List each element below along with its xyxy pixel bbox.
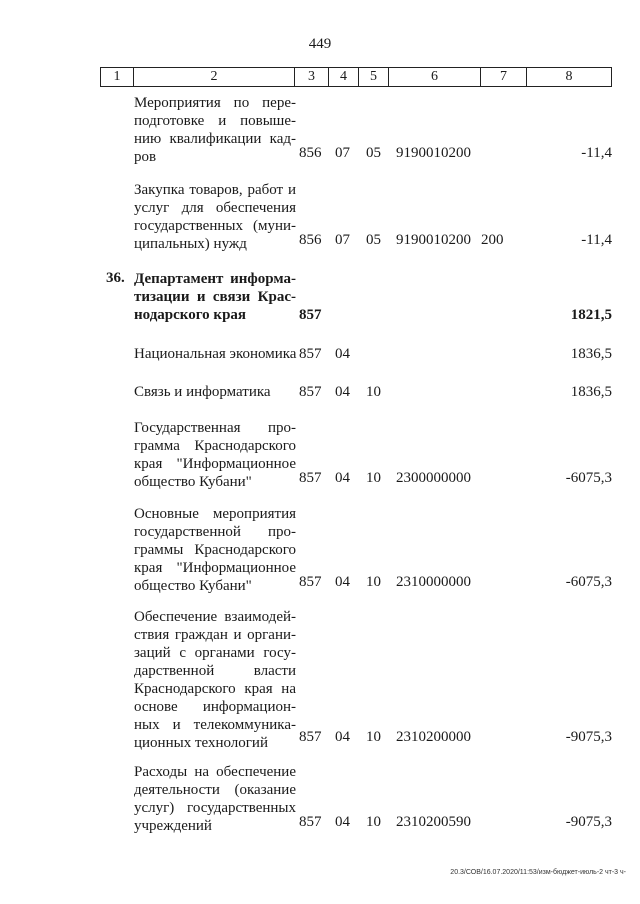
- table-row: [100, 505, 612, 594]
- header-col-3: 3: [295, 68, 329, 86]
- header-col-5: 5: [359, 68, 389, 86]
- cell-section: 04: [335, 346, 350, 362]
- cell-section: 04: [335, 574, 350, 590]
- cell-ministry-code: 857: [299, 346, 322, 362]
- table-row-department: [100, 270, 612, 324]
- cell-target-article: 2300000000: [396, 470, 471, 486]
- cell-amount: -9075,3: [565, 814, 612, 830]
- table-row: [100, 608, 612, 751]
- cell-expense-type: 200: [481, 232, 504, 248]
- header-col-6: 6: [389, 68, 481, 86]
- cell-ministry-code: 857: [299, 307, 322, 323]
- row-name: Департамент информа-тизации и связи Крас-нодарского края: [134, 271, 296, 323]
- cell-amount: 1821,5: [570, 307, 612, 323]
- cell-ministry-code: 856: [299, 232, 322, 248]
- cell-section: 07: [335, 145, 350, 161]
- row-number: 36.: [106, 270, 125, 286]
- cell-subsection: 10: [366, 729, 381, 745]
- cell-amount: 1836,5: [570, 346, 612, 362]
- cell-target-article: 2310200590: [396, 814, 471, 830]
- cell-subsection: 10: [366, 384, 381, 400]
- table-row: [100, 763, 612, 834]
- row-name: Связь и информатика: [134, 384, 271, 400]
- cell-amount: -11,4: [581, 232, 612, 248]
- table-row: [100, 419, 612, 490]
- cell-section: 07: [335, 232, 350, 248]
- cell-subsection: 10: [366, 470, 381, 486]
- cell-subsection: 05: [366, 232, 381, 248]
- cell-ministry-code: 857: [299, 574, 322, 590]
- row-name: Обеспечение взаимодей-ствия граждан и органи-заций с органами госу-дарственной власти Краснодарского края на основе информацион-ных и телекоммуника-ционных технологий: [134, 609, 296, 751]
- header-col-7: 7: [481, 68, 527, 86]
- document-footer: 20.3/СОВ/16.07.2020/11:53/изм-бюджет-июль-2 чт-3 ч-: [450, 869, 626, 876]
- cell-amount: -9075,3: [565, 729, 612, 745]
- table-row: [100, 383, 612, 401]
- row-name: Мероприятия по пере-подготовке и повыше-нию квалификации кад-ров: [134, 95, 296, 165]
- cell-amount: -6075,3: [565, 470, 612, 486]
- header-col-4: 4: [329, 68, 359, 86]
- cell-section: 04: [335, 729, 350, 745]
- cell-subsection: 05: [366, 145, 381, 161]
- row-name: Закупка товаров, работ и услуг для обеспечения государственных (муни-ципальных) нужд: [134, 182, 296, 252]
- cell-ministry-code: 857: [299, 814, 322, 830]
- cell-ministry-code: 857: [299, 384, 322, 400]
- table-row: [100, 345, 612, 363]
- cell-amount: 1836,5: [570, 384, 612, 400]
- row-name: Основные мероприятия государственной про-граммы Краснодарского края "Информационное общество Кубани": [134, 506, 296, 594]
- cell-amount: -11,4: [581, 145, 612, 161]
- cell-section: 04: [335, 470, 350, 486]
- row-name: Расходы на обеспечение деятельности (оказание услуг) государственных учреждений: [134, 764, 296, 834]
- cell-subsection: 10: [366, 574, 381, 590]
- cell-target-article: 9190010200: [396, 145, 471, 161]
- row-name: Государственная про-грамма Краснодарского края "Информационное общество Кубани": [134, 420, 296, 490]
- table-header: [100, 67, 612, 87]
- cell-target-article: 2310200000: [396, 729, 471, 745]
- cell-target-article: 2310000000: [396, 574, 471, 590]
- cell-section: 04: [335, 384, 350, 400]
- cell-ministry-code: 856: [299, 145, 322, 161]
- cell-section: 04: [335, 814, 350, 830]
- table-row: [100, 181, 612, 252]
- page-number: 449: [308, 36, 332, 52]
- table-row: [100, 94, 612, 165]
- header-col-2: 2: [134, 68, 295, 86]
- cell-amount: -6075,3: [565, 574, 612, 590]
- cell-subsection: 10: [366, 814, 381, 830]
- cell-ministry-code: 857: [299, 729, 322, 745]
- cell-ministry-code: 857: [299, 470, 322, 486]
- row-name: Национальная экономика: [134, 346, 297, 362]
- header-col-1: 1: [101, 68, 134, 86]
- cell-target-article: 9190010200: [396, 232, 471, 248]
- header-col-8: 8: [565, 69, 573, 84]
